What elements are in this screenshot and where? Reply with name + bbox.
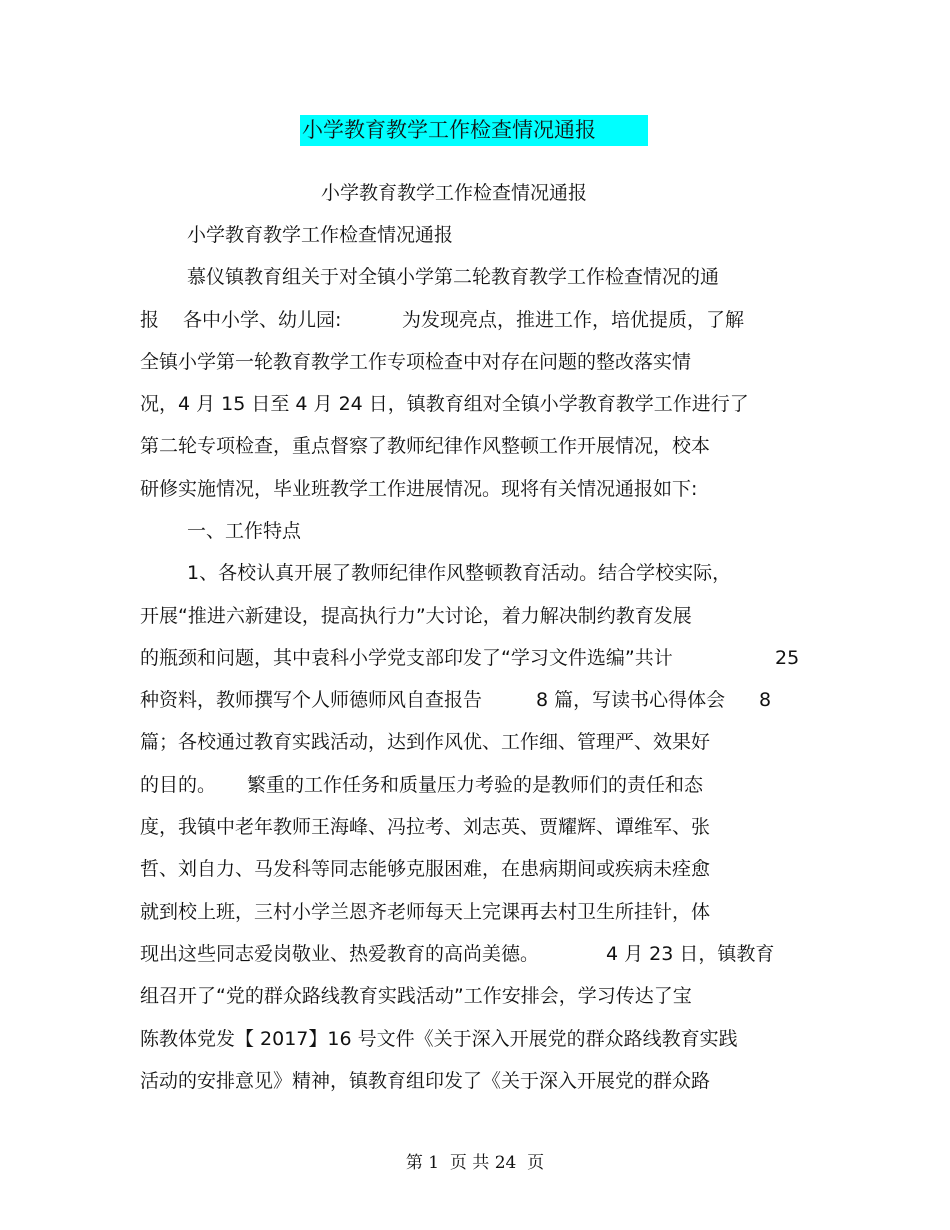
body-text-segment: 4 月 23 日，镇教育 — [606, 943, 775, 965]
body-line: 陈教体党发【 2017】16 号文件《关于深入开展党的群众路线教育实践 — [140, 1028, 738, 1050]
body-line: 篇；各校通过教育实践活动，达到作风优、工作细、管理严、效果好 — [140, 731, 711, 753]
body-line: 全镇小学第一轮教育教学工作专项检查中对存在问题的整改落实情 — [140, 351, 692, 373]
body-text-segment: 8 — [759, 689, 772, 711]
highlighted-title: 小学教育教学工作检查情况通报 — [300, 115, 648, 146]
body-text-segment: 25 — [775, 647, 800, 669]
body-line: 1、各校认真开展了教师纪律作风整顿教育活动。结合学校实际， — [187, 562, 732, 584]
body-text-segment: 现出这些同志爱岗敬业、热爱教育的高尚美德。 — [140, 943, 540, 965]
body-text-segment: 种资料，教师撰写个人师德师风自查报告 — [140, 689, 483, 711]
body-line: 第二轮专项检查，重点督察了教师纪律作风整顿工作开展情况，校本 — [140, 435, 711, 457]
body-line: 就到校上班，三村小学兰恩齐老师每天上完课再去村卫生所挂针，体 — [140, 901, 711, 923]
body-line: 组召开了“党的群众路线教育实践活动”工作安排会，学习传达了宝 — [140, 985, 692, 1007]
body-text-segment: 繁重的工作任务和质量压力考验的是教师们的责任和态 — [247, 774, 704, 796]
page-indicator: 第 1 页 共 24 页 — [405, 1153, 545, 1173]
body-line: 哲、刘自力、马发科等同志能够克服困难，在患病期间或疾病未痊愈 — [140, 858, 711, 880]
body-text-segment: 的瓶颈和问题，其中袁科小学党支部印发了“学习文件选编”共计 — [140, 647, 673, 669]
body-line: 小学教育教学工作检查情况通报 — [187, 224, 454, 246]
body-text-segment: 各中小学、幼儿园: — [183, 309, 342, 331]
document-subtitle: 小学教育教学工作检查情况通报 — [321, 182, 588, 204]
body-line: 研修实施情况，毕业班教学工作进展情况。现将有关情况通报如下: — [140, 478, 698, 500]
body-text-segment: 报 — [140, 309, 160, 331]
body-text-segment: 的目的。 — [140, 774, 217, 796]
section-heading: 一、工作特点 — [187, 520, 302, 542]
body-text-segment: 8 篇，写读书心得体会 — [536, 689, 726, 711]
body-text-segment: 为发现亮点，推进工作，培优提质，了解 — [402, 309, 745, 331]
body-line: 活动的安排意见》精神，镇教育组印发了《关于深入开展党的群众路 — [140, 1070, 711, 1092]
body-line: 开展“推进六新建设，提高执行力”大讨论，着力解决制约教育发展 — [140, 605, 692, 627]
body-line: 况，4 月 15 日至 4 月 24 日，镇教育组对全镇小学教育教学工作进行了 — [140, 393, 749, 415]
body-line: 度，我镇中老年教师王海峰、冯拉考、刘志英、贾耀辉、谭维军、张 — [140, 816, 711, 838]
body-line: 慕仪镇教育组关于对全镇小学第二轮教育教学工作检查情况的通 — [187, 266, 720, 288]
